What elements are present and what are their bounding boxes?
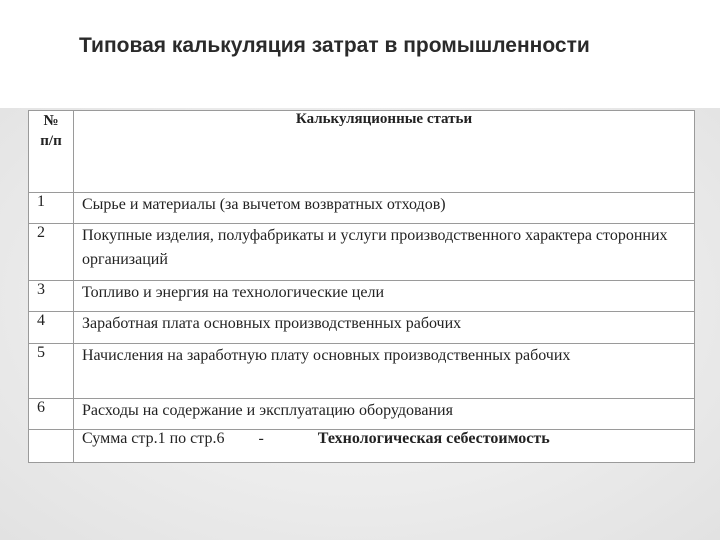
table-header-row	[29, 111, 695, 193]
table-row	[29, 193, 695, 224]
summary-formula: Сумма стр.1 по стр.6	[82, 430, 225, 447]
row-number: 1	[29, 193, 74, 224]
table-row	[29, 344, 695, 399]
header-cost-items: Калькуляционные статьи	[74, 111, 695, 193]
table-summary-row	[29, 430, 695, 463]
table-row	[29, 399, 695, 430]
slide-title: Типовая калькуляция затрат в промышленности	[79, 34, 590, 57]
row-number: 4	[29, 312, 74, 344]
row-cost-item: Топливо и энергия на технологические цели	[74, 281, 695, 312]
row-number: 5	[29, 344, 74, 399]
row-cost-item: Начисления на заработную плату основных производственных рабочих	[74, 344, 695, 399]
table-row	[29, 281, 695, 312]
header-number: № п/п	[29, 111, 74, 193]
row-cost-item: Сырье и материалы (за вычетом возвратных отходов)	[74, 193, 695, 224]
table-row	[29, 312, 695, 344]
summary-cell	[74, 430, 695, 463]
row-cost-item: Расходы на содержание и эксплуатацию оборудования	[74, 399, 695, 430]
summary-number	[29, 430, 74, 463]
row-number: 6	[29, 399, 74, 430]
row-number: 3	[29, 281, 74, 312]
summary-result: Технологическая себестоимость	[317, 430, 550, 447]
row-number: 2	[29, 224, 74, 281]
row-cost-item: Покупные изделия, полуфабрикаты и услуги производственного характера сторонних организаций	[74, 224, 695, 281]
summary-dash: -	[258, 430, 264, 447]
table-row	[29, 224, 695, 281]
cost-calculation-table	[28, 110, 695, 463]
row-cost-item: Заработная плата основных производственных рабочих	[74, 312, 695, 344]
